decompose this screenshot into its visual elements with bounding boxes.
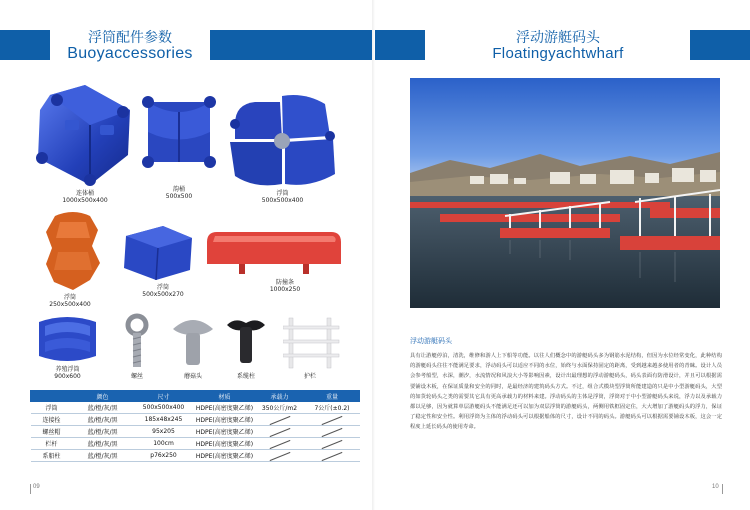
table-cell: 95x205	[133, 426, 195, 438]
table-cell	[305, 450, 360, 462]
product-image-twin-float	[30, 80, 140, 190]
table-row	[31, 426, 360, 438]
product-image-short-float	[118, 220, 198, 284]
table-cell	[255, 426, 305, 438]
product-name: 浮筒	[156, 284, 169, 291]
column-header: 承载力	[255, 391, 305, 402]
product-name: 系缆柱	[236, 373, 255, 380]
spec-table	[30, 390, 360, 462]
empty-cell-slash	[322, 416, 343, 425]
column-header: 重量	[305, 391, 360, 402]
page-number: 09	[33, 484, 40, 490]
table-cell: 蓝/橙/灰/黑	[73, 426, 133, 438]
empty-cell-slash	[269, 440, 290, 449]
product-image-bumper	[205, 228, 343, 276]
title-cn: 浮动游艇码头	[516, 29, 600, 45]
table-cell	[255, 438, 305, 450]
header-bar-right	[690, 30, 750, 60]
empty-cell-slash	[322, 452, 343, 461]
product-size: 900x600	[54, 373, 81, 380]
page-mark	[722, 484, 723, 494]
product-size: 1000x500x400	[62, 197, 108, 204]
product-image-mushroom-head	[170, 313, 216, 369]
product-name: 养殖浮筒	[55, 366, 80, 373]
empty-cell-slash	[269, 428, 290, 437]
title-en: Buoyaccessories	[67, 45, 193, 62]
page-number: 10	[712, 484, 719, 490]
table-cell: 栏杆	[31, 438, 73, 450]
table-cell: HDPE(高密度聚乙烯)	[195, 414, 255, 426]
table-cell: HDPE(高密度聚乙烯)	[195, 450, 255, 462]
table-cell	[305, 414, 360, 426]
product-name: 护栏	[303, 373, 316, 380]
title-cn: 浮筒配件参数	[88, 29, 172, 45]
product-image-joint-float	[140, 92, 218, 172]
table-cell: 螺丝帽	[31, 426, 73, 438]
table-cell: 系船柱	[31, 450, 73, 462]
product-name: 蘑菇头	[183, 373, 202, 380]
product-size: 1000x250	[269, 286, 301, 293]
product-name: 韵桶	[172, 186, 185, 193]
table-cell: 蓝/橙/灰/黑	[73, 450, 133, 462]
table-row	[31, 414, 360, 426]
wharf-photo	[410, 78, 720, 308]
column-header	[31, 391, 73, 402]
product-size: 500x500	[165, 193, 193, 200]
right-page	[375, 0, 750, 510]
table-row	[31, 450, 360, 462]
header-bar-right	[210, 30, 375, 60]
product-image-orange-float	[40, 208, 106, 294]
product-size: 500x500x270	[142, 291, 184, 298]
table-row	[31, 402, 360, 414]
product-image-bollard	[225, 313, 267, 369]
table-cell: HDPE(高密度聚乙烯)	[195, 426, 255, 438]
table-cell: 蓝/橙/灰/黑	[73, 402, 133, 414]
section-body: 具有让游艇停泊，清洗，维修和游人上下船等功能。以往人们概念中的游艇码头多为钢筋水泥结构，但因为水位经常变化，此种结构的游艇码头往往不能满足要求，浮动码头可以适应不同的水位，始终与水面保持固定的距离，受到越来越多使用者的青睐。设计人员会参考船型，水深，潮汐，水流情况和风浪大小等影响因素，设计出最理想的浮动游艇码头，码头表面有防滑设计，并且可以根据需要铺设木板，在保证质量和安全的同时，是最经济的建筑码头方式。不过，组合式模块型浮筒所能建造的只是中小型游艇码头，大型的如货轮码头之类的需要其它具有更高承载力的材料来建。浮动码头的主体是浮筒，浮筒对于中小型游艇码头来说，浮力以及承载力都以足够，因为就算单层游艇码头不能满足还可以加为双层浮筒的游艇码头，两侧用铁框固定住，大大增加了游艇码头的浮力，保证了稳定性和安全性。利用浮筒为主体的浮动码头可以根据船体的尺寸，设计不同的码头。游艇码头可以根据需要铺设木板，这会一定程度上延长码头的使用寿命。	[410, 353, 722, 431]
table-cell: 连接拴	[31, 414, 73, 426]
product-size: 250x500x400	[49, 301, 91, 308]
empty-cell-slash	[269, 452, 290, 461]
table-cell: 浮筒	[31, 402, 73, 414]
table-cell: HDPE(高密度聚乙烯)	[195, 438, 255, 450]
product-name: 防撞条	[275, 279, 294, 286]
product-image-screw	[122, 313, 152, 371]
table-cell	[255, 414, 305, 426]
table-cell	[305, 426, 360, 438]
table-row	[31, 438, 360, 450]
page-title	[52, 29, 208, 63]
table-cell: p76x250	[133, 450, 195, 462]
page-mark	[30, 484, 31, 494]
product-image-railing	[283, 314, 341, 370]
table-cell	[305, 438, 360, 450]
column-header: 材质	[195, 391, 255, 402]
product-name: 连体桶	[75, 190, 94, 197]
table-header-row	[31, 391, 360, 402]
empty-cell-slash	[322, 440, 343, 449]
table-cell: 185x48x245	[133, 414, 195, 426]
header-bar-left	[0, 30, 50, 60]
product-size: 500x500x400	[261, 197, 304, 204]
product-name: 螺丝	[130, 373, 143, 380]
table-cell: 蓝/橙/灰/黑	[73, 414, 133, 426]
column-header: 尺寸	[133, 391, 195, 402]
table-cell: 350公斤/m2	[255, 402, 305, 414]
table-cell: 100cm	[133, 438, 195, 450]
header-bar-left	[375, 30, 425, 60]
page-title	[427, 29, 689, 63]
table-cell: HDPE(高密度聚乙烯)	[195, 402, 255, 414]
product-image-float-group	[225, 84, 340, 194]
table-cell: 7公斤(±0.2)	[305, 402, 360, 414]
product-image-aquaculture-float	[35, 312, 100, 366]
title-en: Floatingyachtwharf	[492, 45, 624, 62]
empty-cell-slash	[269, 416, 290, 425]
section-subtitle: 浮动游艇码头	[410, 337, 452, 345]
empty-cell-slash	[322, 428, 343, 437]
table-cell: 蓝/橙/灰/黑	[73, 438, 133, 450]
column-header: 颜色	[73, 391, 133, 402]
table-cell	[255, 450, 305, 462]
product-name: 浮筒	[63, 294, 76, 301]
table-cell: 500x500x400	[133, 402, 195, 414]
product-name: 浮筒	[276, 190, 289, 197]
